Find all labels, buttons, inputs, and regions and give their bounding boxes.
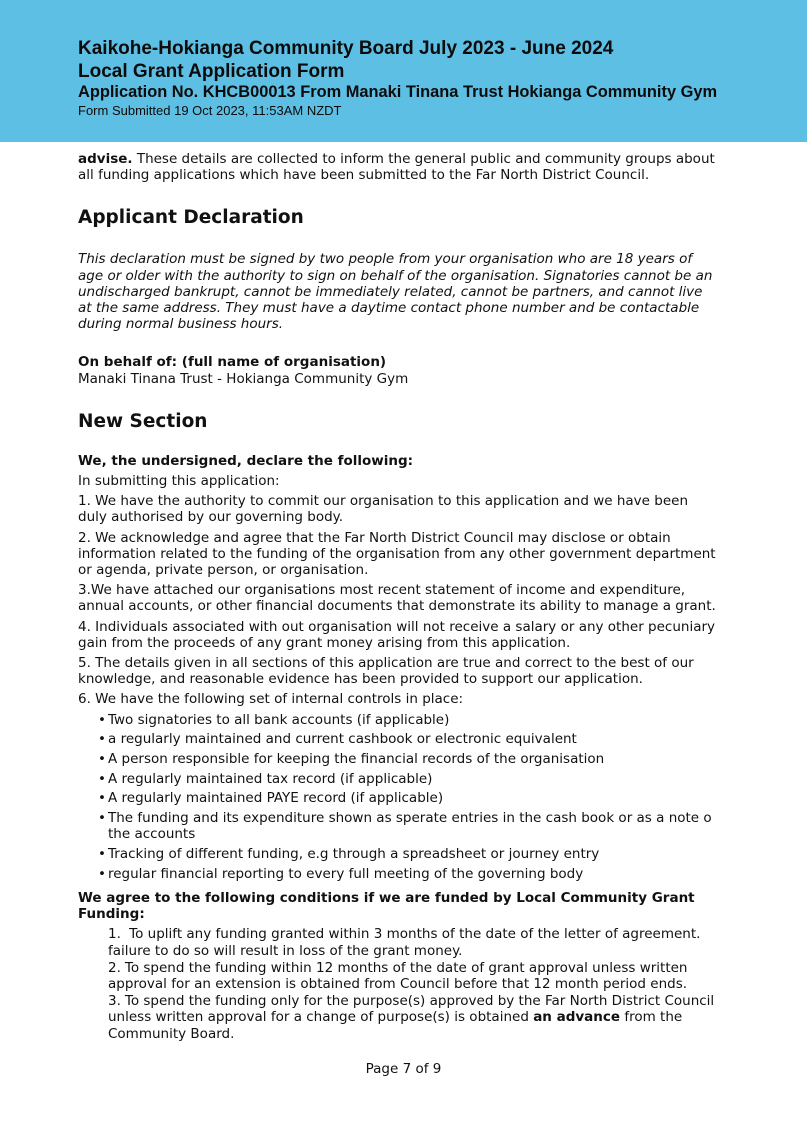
conditions-label: We agree to the following conditions if we are funded by Local Community Grant Funding: (78, 890, 695, 923)
declaration-item: 1. We have the authority to commit our organisation to this application and we have been duly authorised by our governing body. (78, 493, 689, 526)
submitted-date: Form Submitted 19 Oct 2023, 11:53AM NZDT (78, 103, 342, 118)
application-number: Application No. KHCB00013 From Manaki Tinana Trust Hokianga Community Gym (78, 83, 718, 101)
list-item: • regular financial reporting to every full meeting of the governing body (98, 865, 584, 882)
section-heading-declaration: Applicant Declaration (78, 207, 304, 229)
list-item: 2. To spend the funding within 12 months of the date of grant approval unless written approval for an extension is obtained from Council before that 12 month period ends. (108, 959, 688, 993)
intro-bold: advise. (78, 151, 133, 167)
declaration-item: 2. We acknowledge and agree that the Far North District Council may disclose or obtain information related to the funding of the organisation from any other government department or agenda, private person, or organisation. (78, 529, 716, 579)
list-item: • A regularly maintained tax record (if applicable) (98, 770, 433, 787)
form-title-line2: Local Grant Application Form (78, 61, 345, 82)
declaration-item: 3.We have attached our organisations most recent statement of income and expenditure, annual accounts, or other financial documents that demonstrate its ability to manage a grant. (78, 582, 716, 615)
declaration-note: This declaration must be signed by two people from your organisation who are 18 years of age or older with the authority to sign on behalf of the organisation. Signatories cannot be an undischarged bankrupt, cannot be immediately related, cannot be partners, and cannot live at the same address. They must have a daytime contact phone number and be contactable during normal business hours. (78, 251, 713, 333)
declaration-item: 4. Individuals associated with out organisation will not receive a salary or any other pecuniary gain from the proceeds of any grant money arising from this application. (78, 618, 716, 651)
intro-paragraph (78, 151, 718, 183)
list-item: • A regularly maintained PAYE record (if applicable) (98, 790, 444, 807)
bullet-icon: • (98, 865, 106, 882)
list-item: • Two signatories to all bank accounts (if applicable) (98, 711, 450, 728)
page-number: Page 7 of 9 (365, 1061, 442, 1077)
bullet-icon: • (98, 731, 106, 748)
advance-bold: an advance (533, 1009, 621, 1026)
list-item: 1. To uplift any funding granted within 3 months of the date of the letter of agreement. failure to do so will result in loss of the grant money. (108, 926, 701, 959)
conditions-list (78, 926, 718, 1041)
bullet-icon: • (98, 751, 106, 768)
declare-label: We, the undersigned, declare the following: (78, 452, 414, 469)
bullet-icon: • (98, 790, 106, 807)
section-heading-new: New Section (78, 410, 208, 432)
bullet-icon: • (98, 846, 106, 863)
page-header (0, 0, 807, 142)
list-item: • A person responsible for keeping the financial records of the organisation (98, 751, 605, 768)
intro-text: These details are collected to inform the general public and community groups about all funding applications which have been submitted to the Far North District Council. (78, 151, 715, 184)
list-item: 3. To spend the funding only for the purpose(s) approved by the Far North District Council unless written approval for a change of purpose(s) is obtained an advance from the Community Board. (108, 993, 715, 1042)
list-item: • The funding and its expenditure shown as sperate entries in the cash book or as a note o the accounts (98, 810, 712, 843)
form-title-line1: Kaikohe-Hokianga Community Board July 2023 - June 2024 (78, 38, 614, 59)
declaration-item: 6. We have the following set of internal controls in place: (78, 691, 464, 708)
bullet-icon: • (98, 810, 106, 827)
org-label: On behalf of: (full name of organisation) (78, 354, 387, 371)
declare-lead: In submitting this application: (78, 473, 280, 490)
bullet-icon: • (98, 770, 106, 787)
declaration-item: 5. The details given in all sections of this application are true and correct to the best of our knowledge, and reasonable evidence has been provided to support our application. (78, 655, 694, 688)
list-item: • a regularly maintained and current cashbook or electronic equivalent (98, 731, 577, 748)
bullet-icon: • (98, 711, 106, 728)
internal-controls-list (78, 712, 718, 882)
document-body (78, 151, 718, 1043)
org-value: Manaki Tinana Trust - Hokianga Community Gym (78, 370, 409, 387)
list-item: • Tracking of different funding, e.g through a spreadsheet or journey entry (98, 846, 600, 863)
